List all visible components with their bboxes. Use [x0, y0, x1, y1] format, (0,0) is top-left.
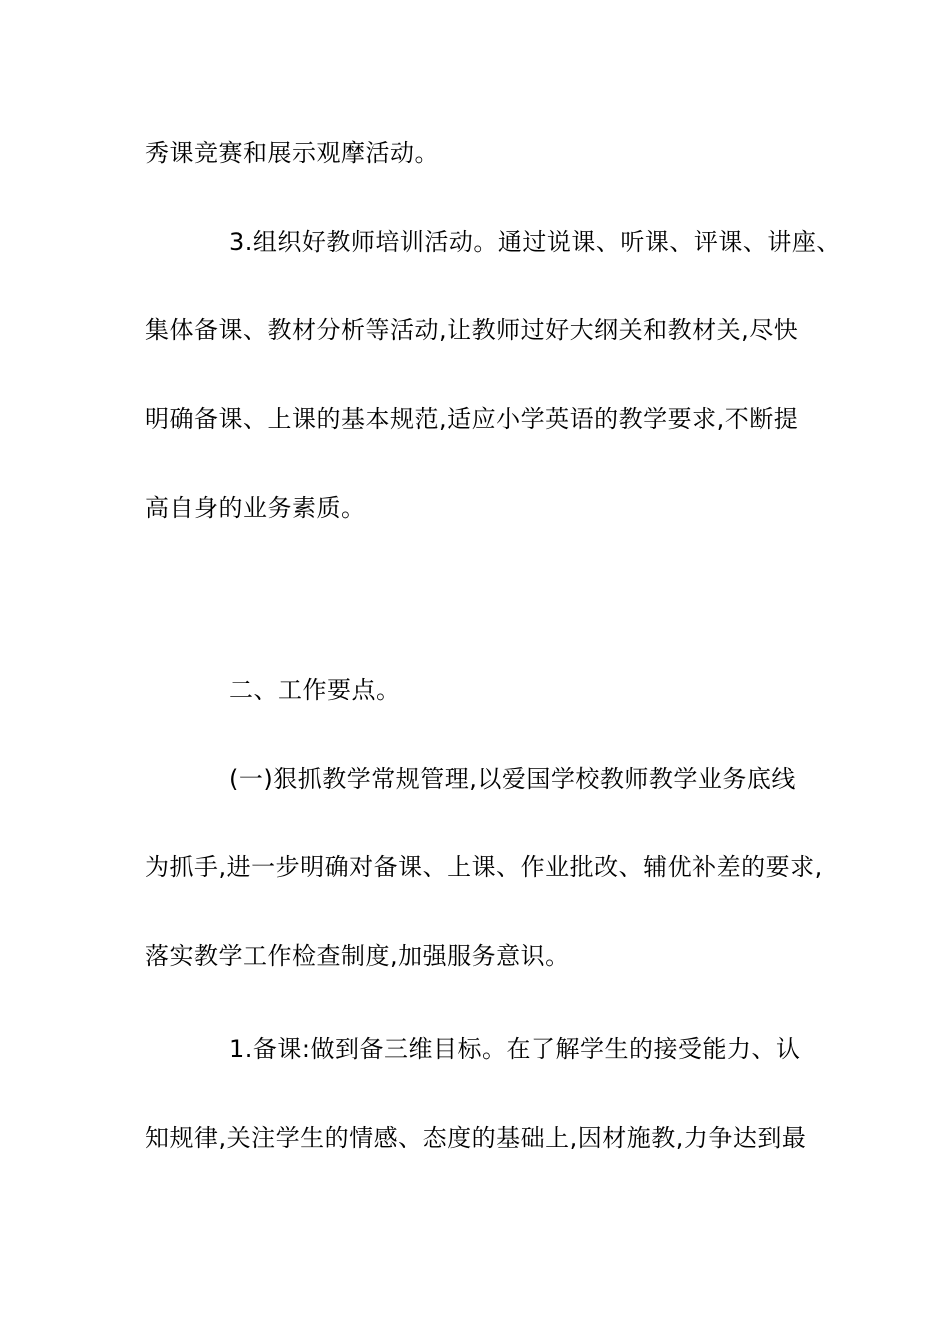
paragraph-line: (一)狠抓教学常规管理,以爱国学校教师教学业务底线 — [229, 765, 796, 793]
paragraph-line: 为抓手,进一步明确对备课、上课、作业批改、辅优补差的要求, — [145, 853, 823, 881]
paragraph-line: 秀课竞赛和展示观摩活动。 — [145, 139, 439, 167]
paragraph-line: 3.组织好教师培训活动。通过说课、听课、评课、讲座、 — [229, 228, 841, 256]
section-heading: 二、工作要点。 — [229, 676, 401, 704]
paragraph-line: 明确备课、上课的基本规范,适应小学英语的教学要求,不断提 — [145, 405, 799, 433]
paragraph-line: 高自身的业务素质。 — [145, 494, 366, 522]
paragraph-line: 知规律,关注学生的情感、态度的基础上,因材施教,力争达到最 — [145, 1124, 807, 1152]
paragraph-line: 落实教学工作检查制度,加强服务意识。 — [145, 942, 570, 970]
paragraph-line: 集体备课、教材分析等活动,让教师过好大纲关和教材关,尽快 — [145, 316, 799, 344]
paragraph-line: 1.备课:做到备三维目标。在了解学生的接受能力、认 — [229, 1035, 801, 1063]
